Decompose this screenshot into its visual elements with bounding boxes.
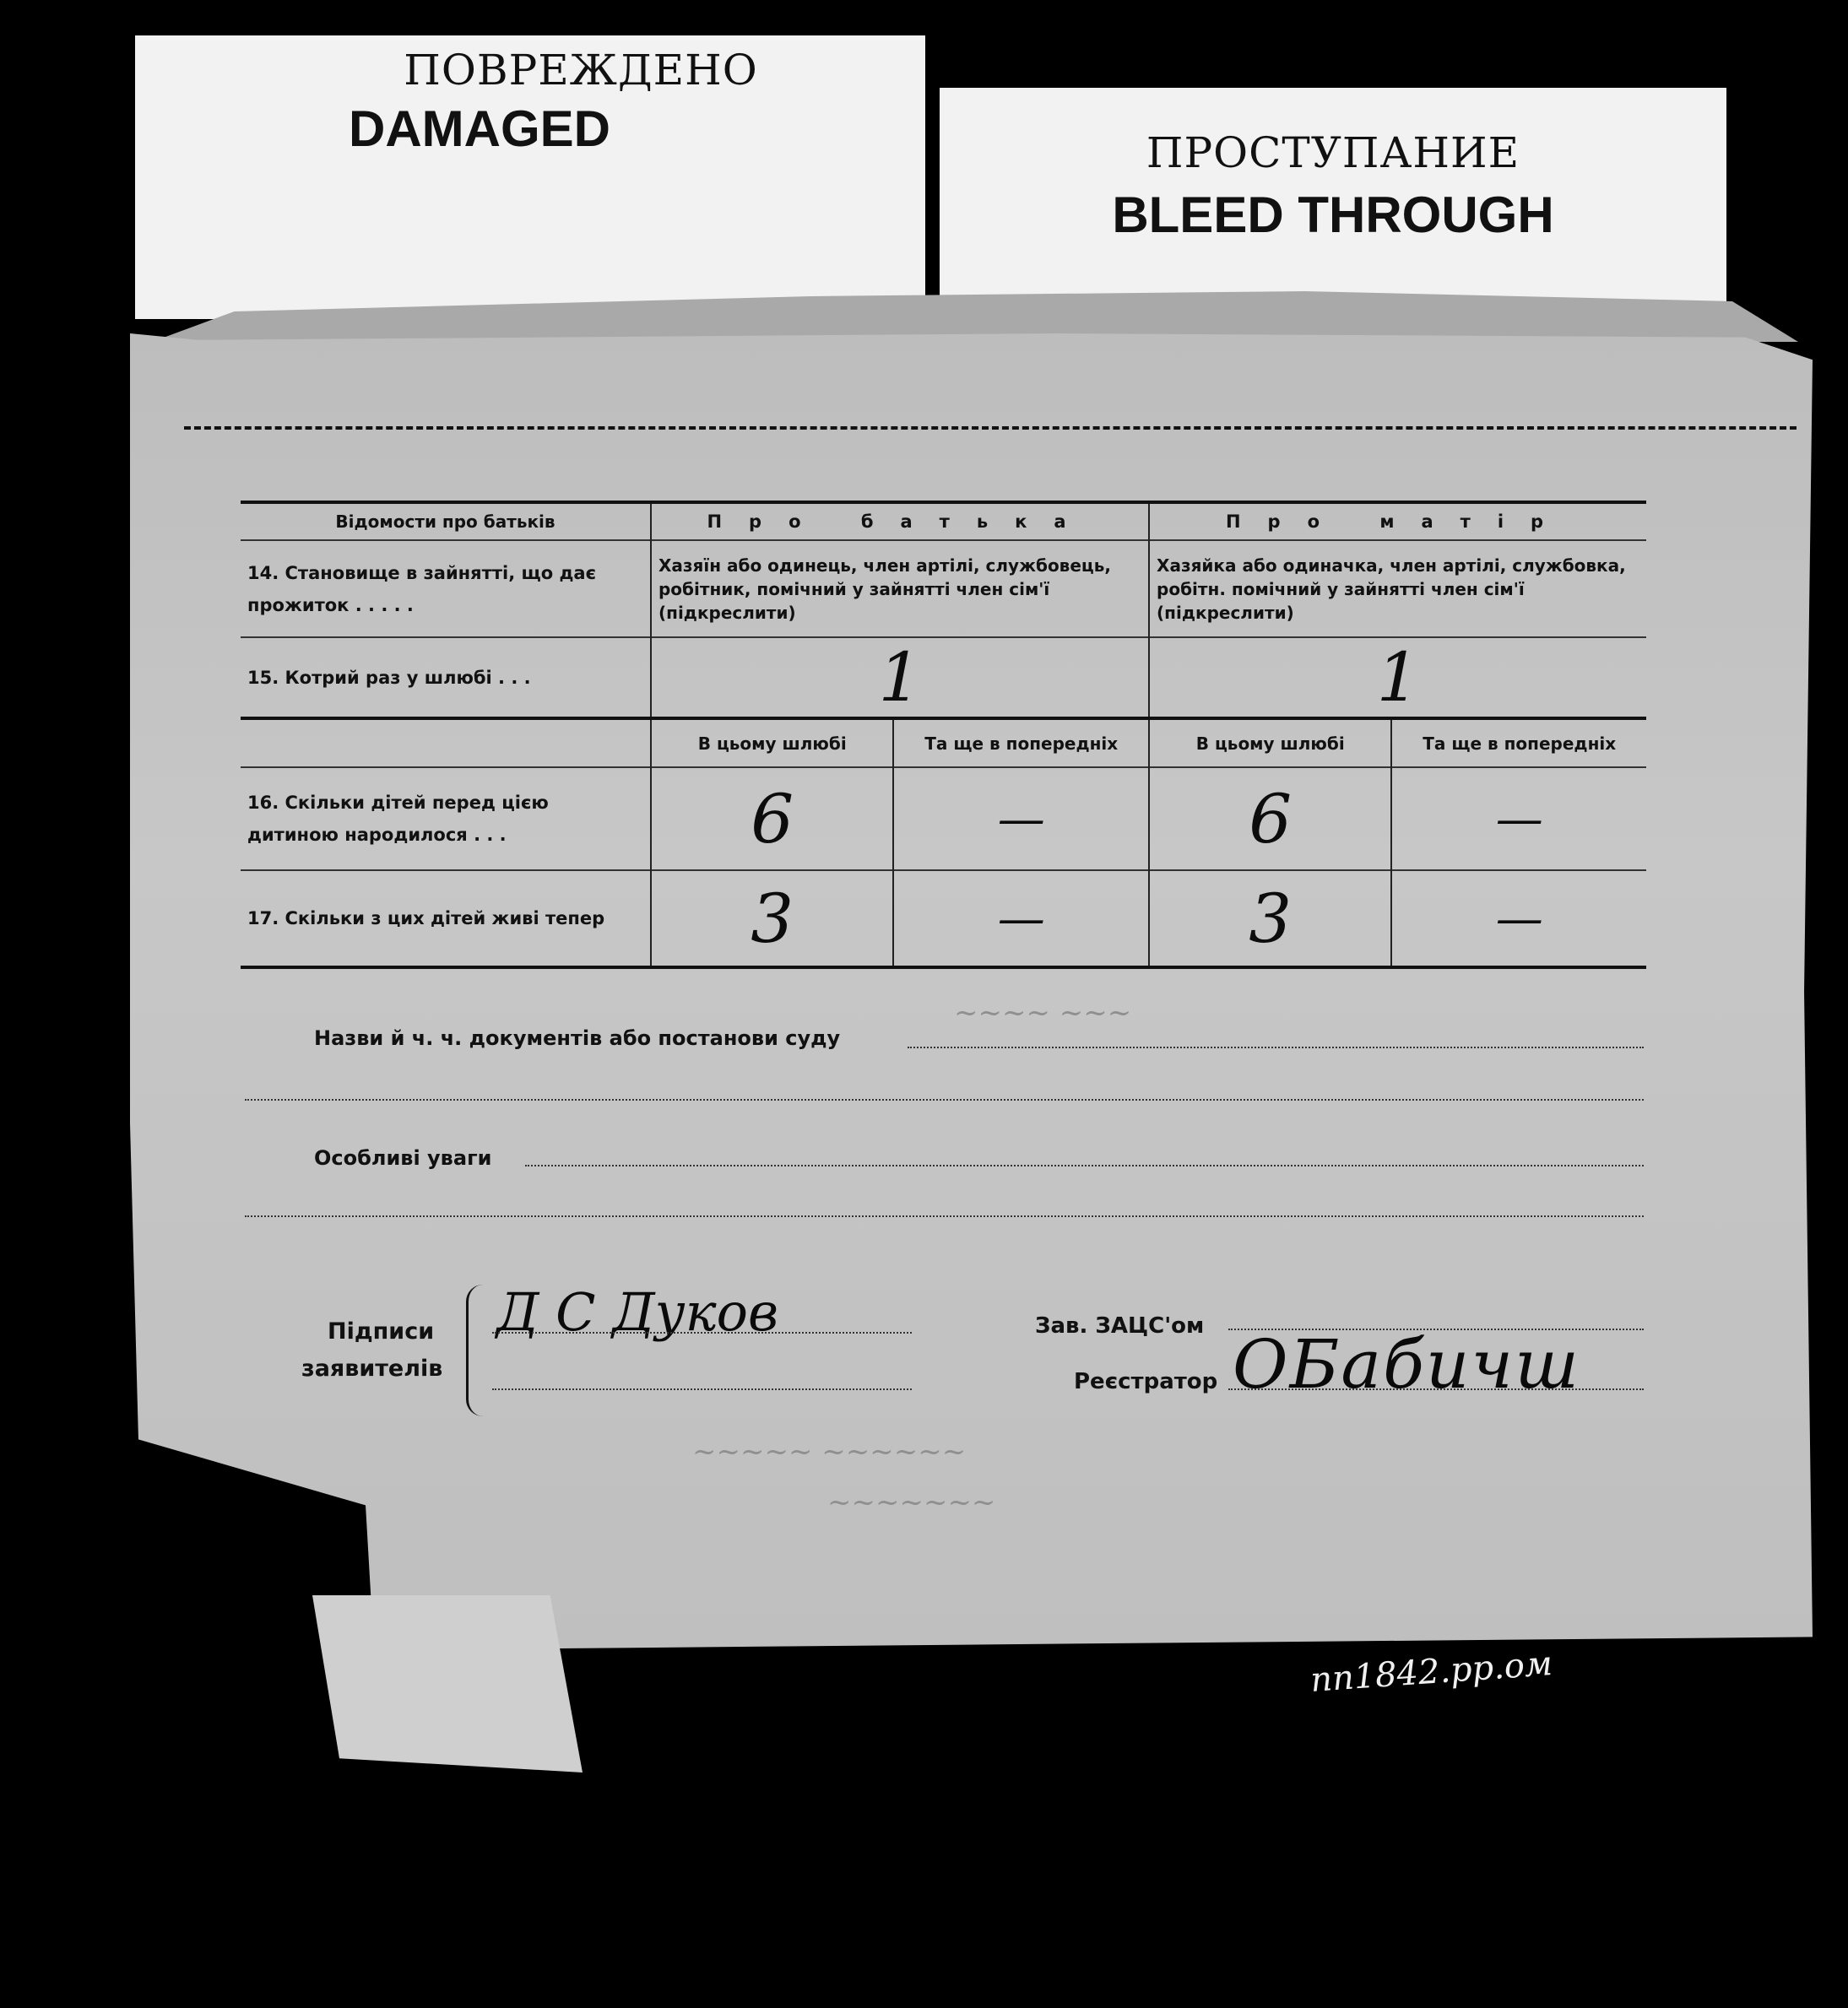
bleed-through-ink: ~~~~ ~~~ <box>954 996 1132 1030</box>
damaged-label-card <box>135 35 925 319</box>
row-16 <box>241 767 1646 870</box>
father-marriage-number: 1 <box>651 637 1149 718</box>
mother-children-living-prev: — <box>1391 870 1646 967</box>
header-father: Про батька <box>651 502 1149 540</box>
bleed-through-ink: ~~~~~~~ <box>827 1486 996 1519</box>
father-children-living-this: 3 <box>651 870 893 967</box>
applicant-signature-line <box>492 1332 912 1334</box>
applicant-signature: Д С Дуков <box>496 1281 779 1343</box>
table-header-row <box>241 502 1646 540</box>
registrar-signature: ОБабичш <box>1233 1325 1580 1404</box>
documents-label: Назви й ч. ч. документів або постанови суду <box>314 1026 841 1050</box>
mother-col-previous: Та ще в попередніх <box>1391 718 1646 767</box>
mother-marriage-number: 1 <box>1149 637 1646 718</box>
signatures-label-2: заявителів <box>301 1356 443 1382</box>
applicant-signature-line-2 <box>492 1388 912 1390</box>
archive-reference-note: пп1842.рр.ом <box>1309 1644 1554 1700</box>
remarks-label: Особливі уваги <box>314 1146 492 1170</box>
header-parents-info: Відомости про батьків <box>241 502 651 540</box>
row-17 <box>241 870 1646 967</box>
signatures-bracket <box>466 1285 485 1416</box>
row-15 <box>241 637 1646 718</box>
father-children-born-prev: — <box>893 767 1149 870</box>
parents-info-table <box>241 501 1646 969</box>
mother-occupation-options: Хазяйка або одиначка, член артілі, службовка, робітн. помічний у зайнятті член сім'ї (підкреслити) <box>1149 540 1646 637</box>
question-15: 15. Котрий раз у шлюбі . . . <box>241 637 651 718</box>
row-14 <box>241 540 1646 637</box>
question-16: 16. Скільки дітей перед цією дитиною народилося . . . <box>241 767 651 870</box>
father-occupation-options: Хазяїн або одинець, член артілі, службовець, робітник, помічний у зайнятті член сім'ї (підкреслити) <box>651 540 1149 637</box>
documents-line-2 <box>245 1099 1644 1101</box>
question-17: 17. Скільки з цих дітей живі тепер <box>241 870 651 967</box>
question-14: 14. Становище в зайнятті, що дає прожиток . . . . . <box>241 540 651 637</box>
documents-line <box>908 1047 1644 1048</box>
remarks-line <box>525 1165 1644 1166</box>
mother-children-born-prev: — <box>1391 767 1646 870</box>
bleed-through-label-en: BLEED THROUGH <box>1112 187 1554 243</box>
registrar-line <box>1228 1388 1644 1390</box>
father-col-previous: Та ще в попередніх <box>893 718 1149 767</box>
remarks-line-2 <box>245 1215 1644 1217</box>
bleed-through-label-ru: ПРОСТУПАНИЕ <box>1146 128 1520 177</box>
registrar-label: Реєстратор <box>1074 1369 1218 1394</box>
father-children-born-this: 6 <box>651 767 893 870</box>
perforation-line <box>184 426 1797 430</box>
subheader-spacer <box>241 718 651 767</box>
mother-children-born-this: 6 <box>1149 767 1391 870</box>
bleed-through-ink: ~~~~~ ~~~~~~ <box>692 1435 967 1469</box>
header-mother: Про матір <box>1149 502 1646 540</box>
head-of-registry-label: Зав. ЗАЦС'ом <box>1035 1313 1205 1339</box>
damaged-label-ru: ПОВРЕЖДЕНО <box>404 46 758 95</box>
damaged-label-en: DAMAGED <box>349 100 610 157</box>
signatures-label-1: Підписи <box>328 1318 435 1345</box>
mother-col-this-marriage: В цьому шлюбі <box>1149 718 1391 767</box>
children-subheader-row <box>241 718 1646 767</box>
father-col-this-marriage: В цьому шлюбі <box>651 718 893 767</box>
mother-children-living-this: 3 <box>1149 870 1391 967</box>
father-children-living-prev: — <box>893 870 1149 967</box>
torn-corner <box>312 1595 583 1773</box>
